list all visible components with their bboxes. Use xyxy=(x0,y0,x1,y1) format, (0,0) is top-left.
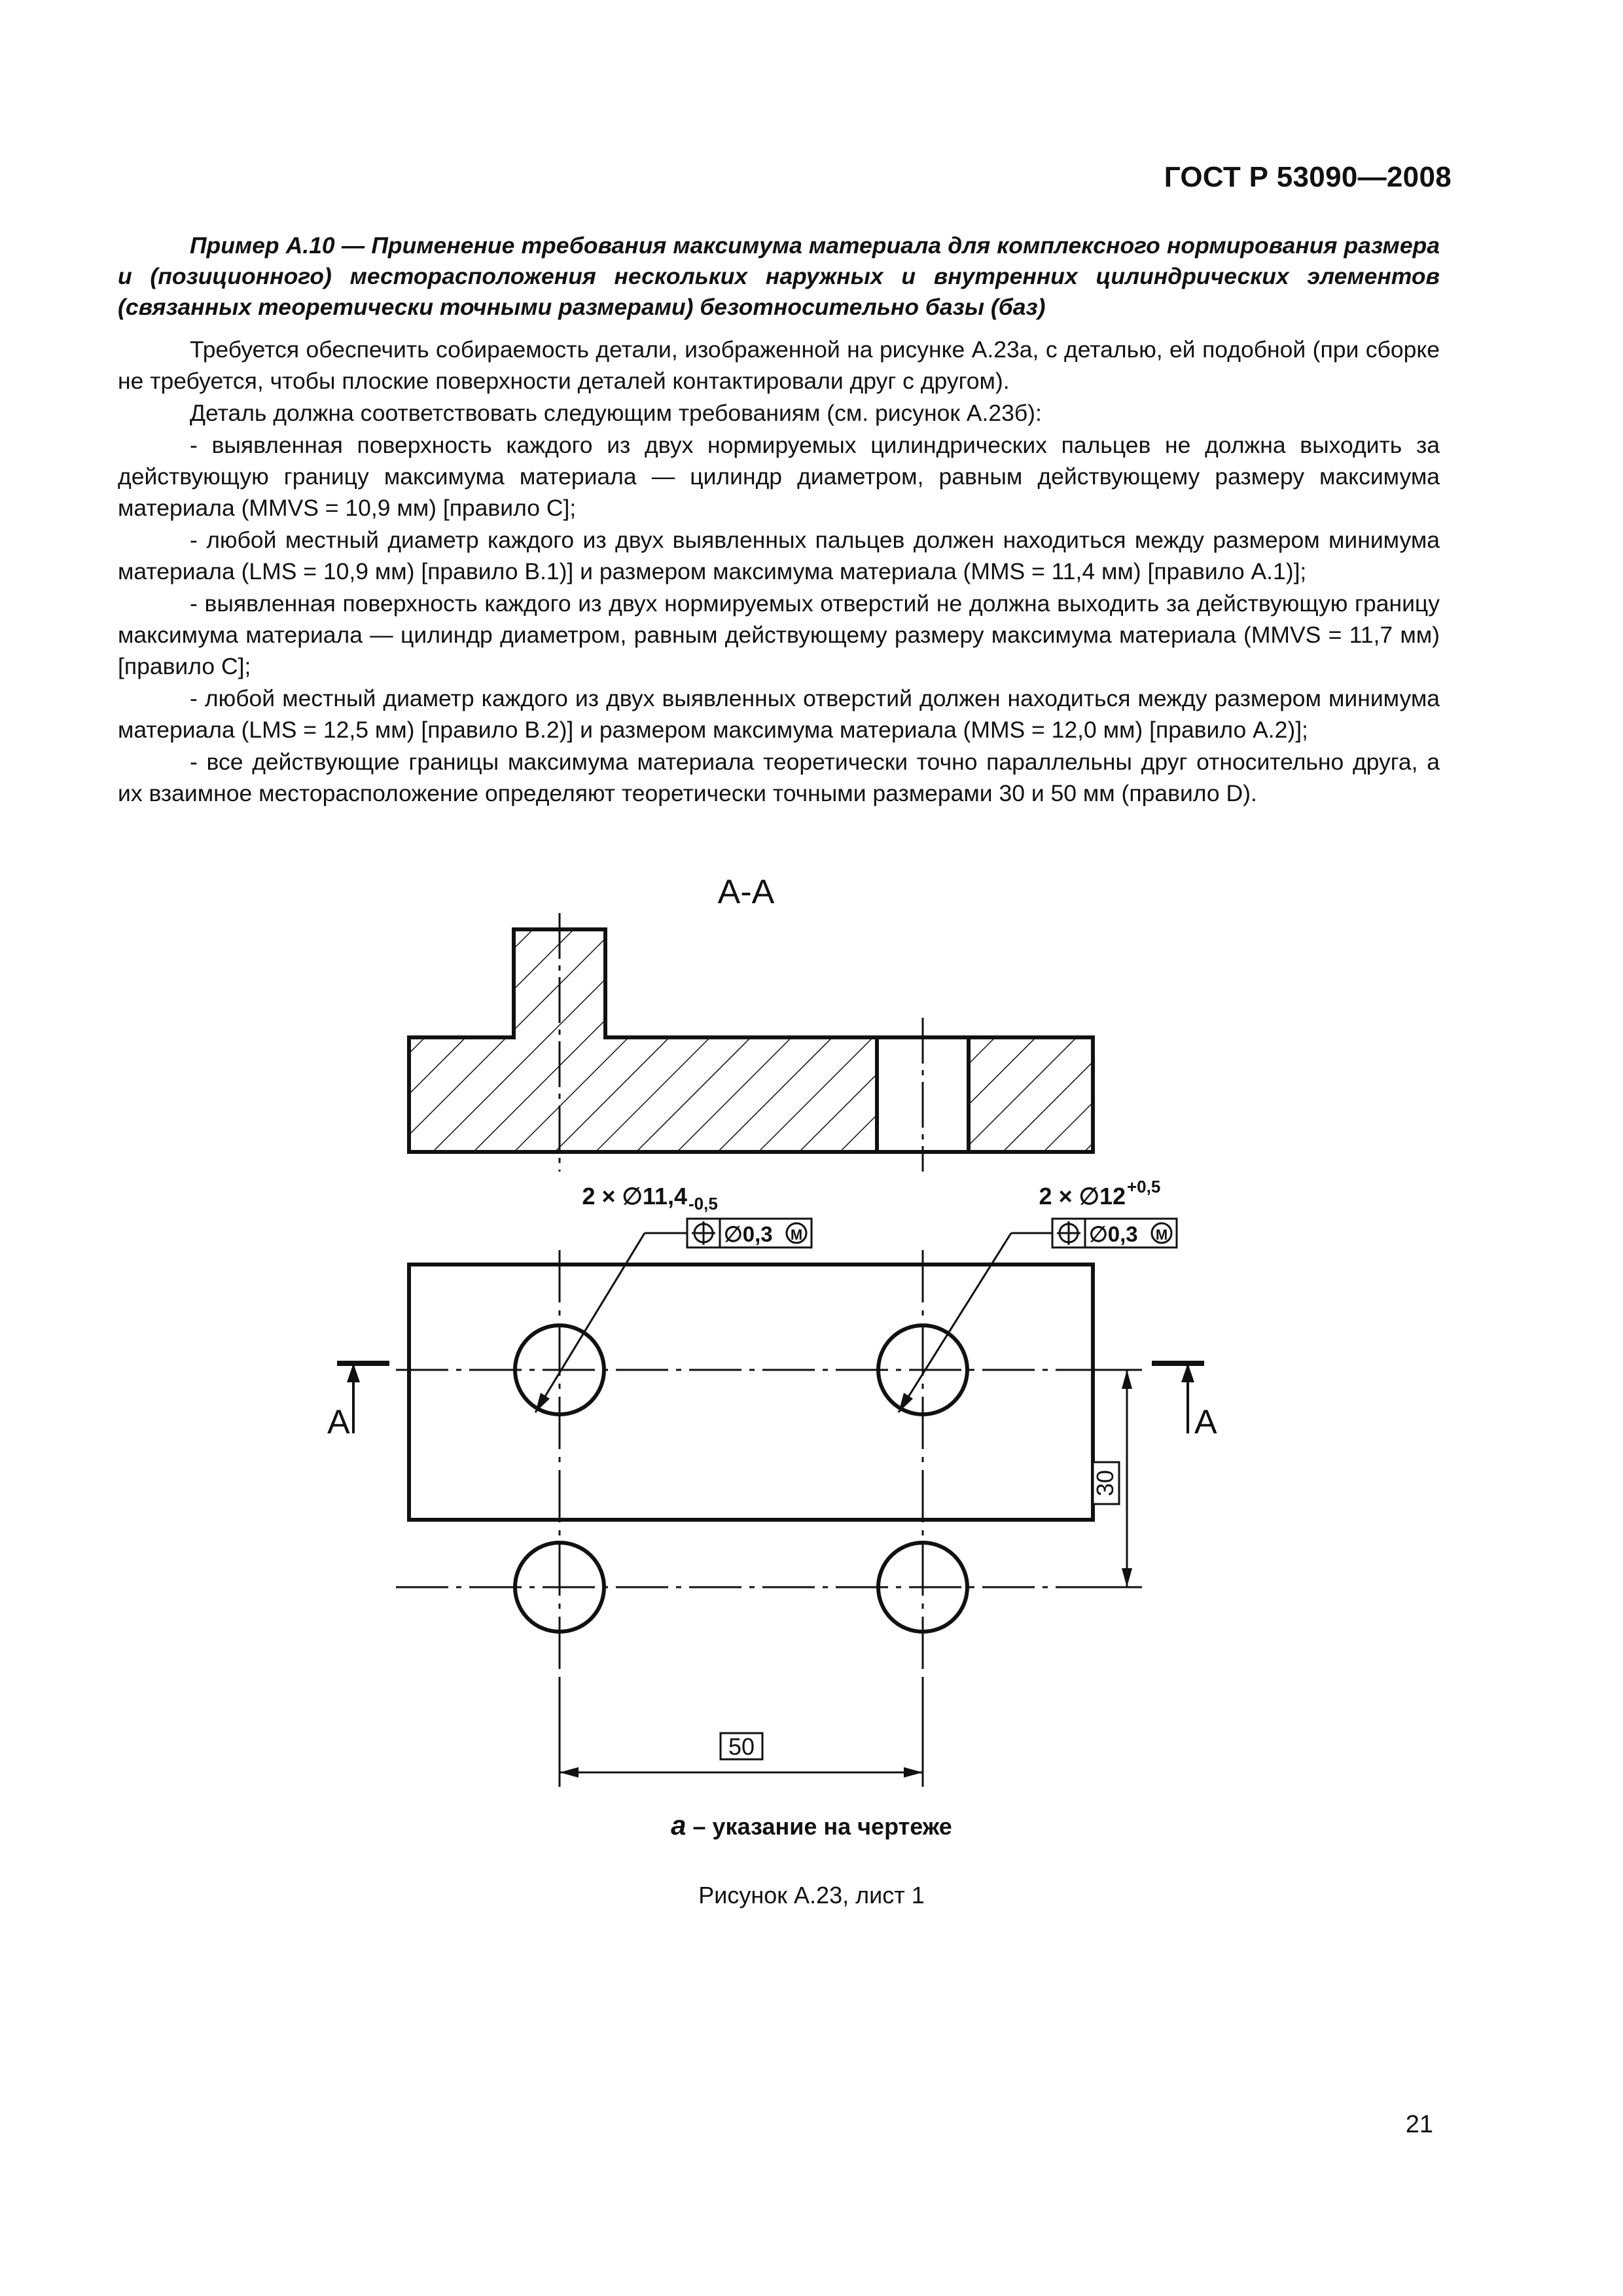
section-body-left xyxy=(409,929,877,1152)
pin-dimension-tolerance: -0,5 xyxy=(688,1194,718,1213)
example-title-text: — Применение требования максимума материала для комплексного нормирования размера и (позиционного) месторасположения нескольких наружных и внутренних цилиндрических элементов (связанных теоретически точными размерами) безотносительно базы (баз) xyxy=(118,232,1440,320)
example-title xyxy=(118,230,1440,323)
fcf-value: ∅0,3 xyxy=(724,1222,773,1246)
paragraph: Деталь должна соответствовать следующим требованиям (см. рисунок А.23б): xyxy=(190,400,1042,426)
fcf-value: ∅0,3 xyxy=(1089,1222,1138,1246)
fcf-modifier: M xyxy=(790,1227,803,1243)
drawing-svg xyxy=(0,851,1623,1924)
section-view xyxy=(409,913,1093,1172)
figure-sublabel xyxy=(0,1810,1623,1841)
standard-header: ГОСТ Р 53090—2008 xyxy=(1164,161,1452,193)
body-text xyxy=(118,334,1440,810)
paragraph: - все действующие границы максимума материала теоретически точно параллельны друг относительно друга, а их взаимное месторасположение определяют теоретически точными размерами 30 и 50 мм (правило D). xyxy=(118,749,1440,806)
figure-caption: Рисунок А.23, лист 1 xyxy=(698,1882,925,1909)
page-number: 21 xyxy=(1405,2111,1433,2138)
section-marker-label: А xyxy=(327,1403,350,1441)
dimension-horizontal xyxy=(560,1682,923,1787)
paragraph: - выявленная поверхность каждого из двух нормируемых отверстий не должна выходить за действующую границу максимума материала — цилиндр диаметром, равным действующему размеру максимума материала (MMVS = 11,7 мм) [правило С]; xyxy=(118,590,1440,679)
pin-dimension-text: 2 × ∅11,4 xyxy=(582,1183,687,1210)
dimension-30-value: 30 xyxy=(1092,1469,1118,1497)
leader-line xyxy=(535,1233,645,1412)
feature-control-frame-hole xyxy=(1052,1219,1177,1247)
hole-dimension-label xyxy=(1039,1177,1161,1210)
section-marker-left xyxy=(327,1363,389,1441)
figure-sublabel-text: – указание на чертеже xyxy=(692,1813,952,1840)
section-marker-label: А xyxy=(1194,1403,1217,1441)
section-marker-right xyxy=(1152,1363,1217,1441)
hole-dimension-tolerance: +0,5 xyxy=(1127,1177,1161,1196)
pin-dimension-label xyxy=(582,1183,718,1213)
plate-outline xyxy=(409,1265,1093,1520)
arrow-up-icon xyxy=(1181,1363,1194,1382)
paragraph: Требуется обеспечить собираемость детали, изображенной на рисунке А.23а, с деталью, ей подобной (при сборке не требуется, чтобы плоские поверхности деталей контактировали друг с другом). xyxy=(118,336,1440,394)
feature-control-frame-pin xyxy=(687,1219,812,1247)
paragraph: - любой местный диаметр каждого из двух выявленных пальцев должен находиться между размером минимума материала (LMS = 10,9 мм) [правило В.1)] и размером максимума материала (MMS = 11,4 мм) [правило А.1)]; xyxy=(118,527,1440,584)
fcf-modifier: M xyxy=(1155,1227,1168,1243)
section-body-right xyxy=(969,1037,1093,1152)
paragraph: - выявленная поверхность каждого из двух нормируемых цилиндрических пальцев не должна выходить за действующую границу максимума материала — цилиндр диаметром, равным действующему размеру максимума материала (MMVS = 10,9 мм) [правило С]; xyxy=(118,432,1440,521)
dimension-50-value: 50 xyxy=(728,1733,755,1760)
dimension-vertical xyxy=(1092,1370,1142,1587)
figure-sublabel-letter: а xyxy=(671,1810,687,1840)
example-label: Пример А.10 xyxy=(190,232,335,259)
arrow-up-icon xyxy=(347,1363,360,1382)
hole-dimension-text: 2 × ∅12 xyxy=(1039,1183,1126,1210)
leader-line xyxy=(899,1233,1011,1412)
paragraph: - любой местный диаметр каждого из двух выявленных отверстий должен находиться между размером минимума материала (LMS = 12,5 мм) [правило В.2)] и размером максимума материала (MMS = 12,0 мм) [правило А.2)]; xyxy=(118,685,1440,743)
section-title: А-А xyxy=(717,873,775,911)
technical-drawing xyxy=(0,851,1623,1924)
